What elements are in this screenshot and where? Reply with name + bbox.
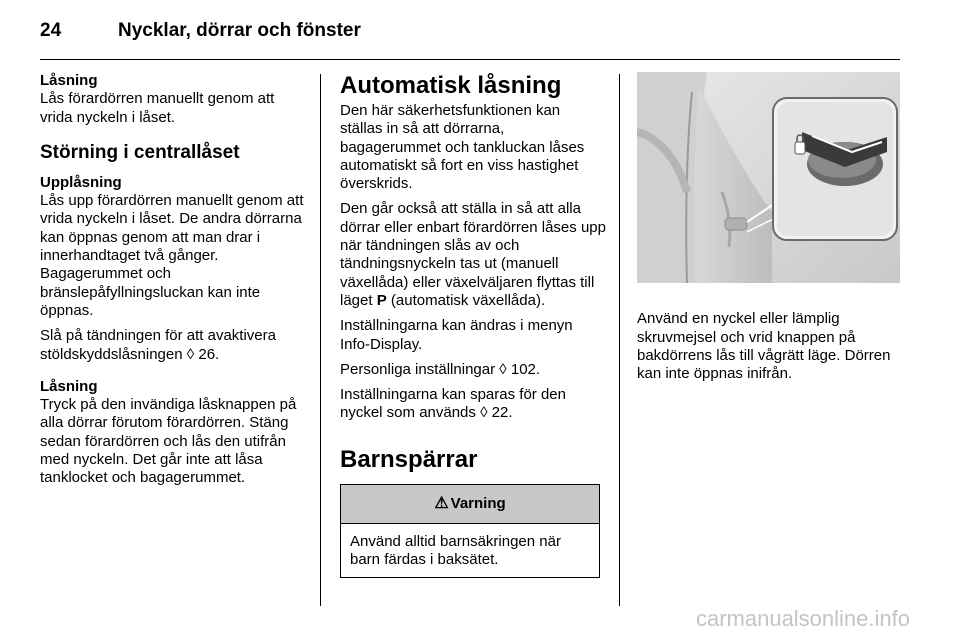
- save-settings-paragraph: [340, 386, 606, 423]
- personal-settings-ref: 102.: [510, 360, 541, 378]
- column-middle: [340, 72, 606, 578]
- reference-arrow-icon: ◊: [186, 345, 195, 363]
- auto-locking-text-3: Inställningarna kan ändras i menyn Info-Display.: [340, 317, 573, 353]
- column-divider-right: [619, 74, 620, 606]
- chapter-title: Nycklar, dörrar och fönster: [118, 20, 361, 41]
- lock-instruction-text: Använd en nyckel eller lämplig skruvmejsel och vrid knappen på bakdörrens lås till vågrätt läge. Dörren kan inte öppnas inifrån.: [637, 310, 891, 383]
- immobiliser-text: Slå på tändningen för att avaktivera stöldskyddslåsningen: [40, 327, 276, 363]
- reference-arrow-icon: ◊: [499, 360, 507, 378]
- save-settings-ref: 22.: [491, 404, 513, 422]
- locking-text: Lås förardörren manuellt genom att vrida nyckeln i låset.: [40, 90, 275, 126]
- column-left: [40, 72, 306, 495]
- watermark-text: carmanualsonline.info: [695, 606, 910, 631]
- warning-triangle-icon: ⚠: [434, 494, 449, 512]
- locking-heading: Låsning: [40, 72, 98, 89]
- locking2-text: Tryck på den invändiga låsknappen på alla dörrar förutom förardörren. Stäng sedan förardörren och lås den utifrån med nyckeln. Det går inte att låsa tanklocket och bagagerummet.: [40, 396, 297, 487]
- rear-door-lock-illustration: [637, 72, 900, 283]
- auto-locking-heading: Automatisk låsning: [340, 72, 562, 99]
- immobiliser-paragraph: [40, 327, 306, 364]
- warning-box: [340, 484, 600, 579]
- locking2-heading: Låsning: [40, 377, 98, 395]
- park-position-label: P: [376, 291, 387, 309]
- personal-settings-paragraph: [340, 361, 606, 379]
- column-right: [637, 72, 907, 390]
- header-divider: [40, 59, 900, 60]
- auto-locking-text-2: [340, 200, 606, 310]
- warning-title: Varning: [450, 494, 506, 512]
- warning-header: [341, 485, 599, 524]
- unlocking-text: Lås upp förardörren manuellt genom att vrida nyckeln i låset. De andra dörrarna kan öppnas genom att man drar i innerhandtaget två gånger. Bagagerummet och bränslepåfyllningsluckan kan inte öppnas.: [40, 192, 304, 319]
- warning-text: Använd alltid barnsäkringen när barn färdas i baksätet.: [350, 532, 561, 569]
- auto-text-part-a: Den går också att ställa in så att alla dörrar eller enbart förardörren låses upp när tändningen slås av och tändningsnyckeln tas ut (manuell växellåda) eller växelväljaren flyttas till läget: [340, 200, 606, 309]
- child-locks-heading: Barnspärrar: [340, 445, 478, 473]
- unlocking-heading: Upplåsning: [40, 173, 122, 191]
- auto-locking-text-1: Den här säkerhetsfunktionen kan ställas in så att dörrarna, bagagerummet och tankluckan låses automatiskt så fort en viss hastighet överskrids.: [340, 102, 585, 193]
- immobiliser-page-ref: 26.: [198, 345, 220, 363]
- save-settings-text: Inställningarna kan sparas för den nyckel som används: [340, 386, 566, 422]
- auto-text-part-b: (automatisk växellåda).: [386, 291, 546, 309]
- column-divider-left: [320, 74, 321, 606]
- page-number: 24: [40, 20, 62, 41]
- reference-arrow-icon: ◊: [480, 404, 488, 422]
- fault-heading: Störning i centrallåset: [40, 141, 240, 163]
- personal-settings-text: Personliga inställningar: [340, 360, 496, 378]
